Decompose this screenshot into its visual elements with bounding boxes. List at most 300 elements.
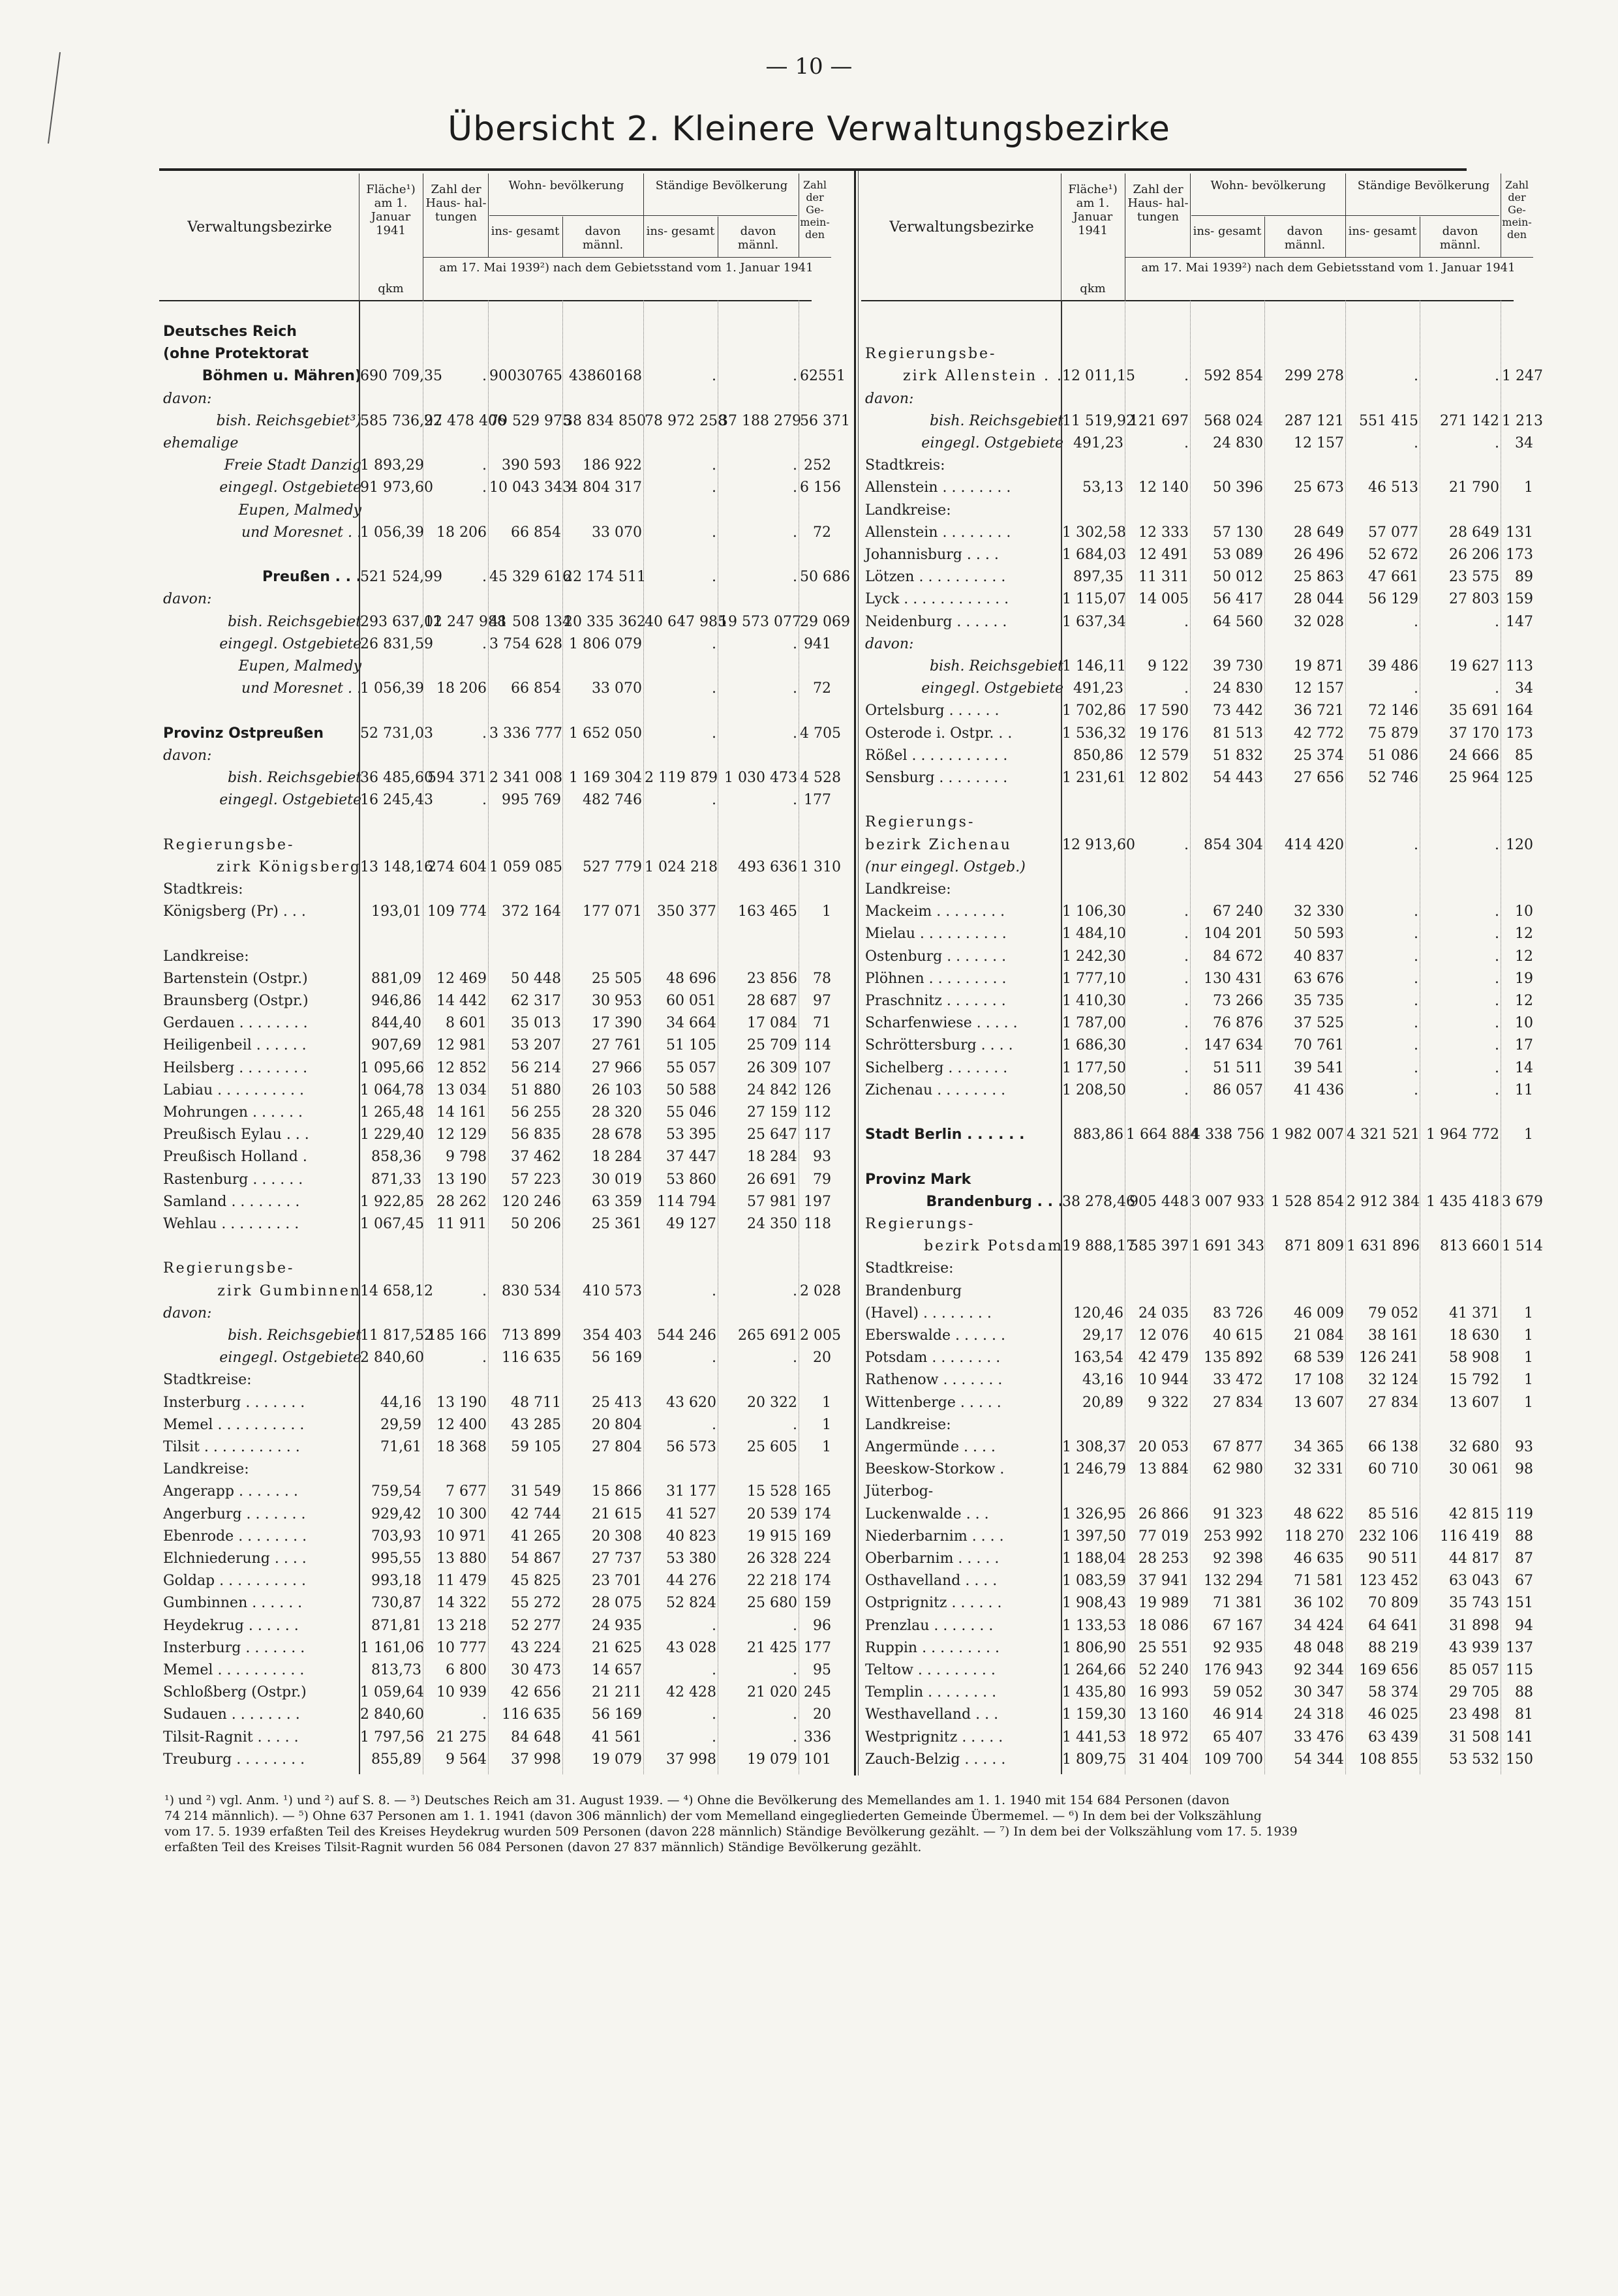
table-row: [861, 1012, 1534, 1035]
row-label: Landkreise:: [163, 948, 249, 965]
table-row: [861, 500, 1534, 522]
header-resident: Wohn- bevölkerung: [508, 179, 624, 192]
cell-s2: 44 817: [1449, 1550, 1499, 1567]
cell-h: 26 866: [1138, 1505, 1189, 1522]
cell-h: 185 166: [427, 1327, 487, 1344]
cell-s2: 29 705: [1449, 1684, 1499, 1701]
cell-s2: 31 508: [1449, 1729, 1499, 1745]
footnote-line: vom 17. 5. 1939 erfaßten Teil des Kreises Heydekrug wurden 509 Personen (davon 228 männlich) Ständige Bevölkerung gezählt. — ⁷) In dem bei der Volkszählung vom 17. 5. 1939: [164, 1824, 1298, 1839]
cell-w1: 995 769: [502, 792, 561, 809]
cell-w2: 24 318: [1294, 1706, 1344, 1723]
cell-z: 131: [1506, 524, 1533, 541]
cell-s2: .: [793, 1416, 797, 1433]
cell-s1: 55 057: [666, 1059, 716, 1076]
cell-z: 19: [1515, 970, 1533, 987]
cell-a: 1 684,03: [1062, 547, 1126, 563]
row-label: Zauch-Belzig . . . . .: [865, 1751, 1006, 1768]
cell-w2: 527 779: [583, 858, 642, 875]
cell-h: .: [1184, 926, 1189, 943]
row-label: Osthavelland . . . .: [865, 1573, 998, 1590]
cell-s2: 28 649: [1449, 524, 1499, 541]
row-label: Rastenburg . . . . . .: [163, 1171, 303, 1188]
cell-s2: .: [1495, 368, 1499, 385]
cell-s2: 25 709: [747, 1037, 797, 1054]
cell-w2: 1 169 304: [569, 770, 642, 786]
cell-w2: 15 866: [592, 1483, 642, 1500]
cell-s2: 19 573 077: [719, 613, 801, 630]
cell-w2: 25 361: [592, 1216, 642, 1232]
table-row: [159, 700, 832, 722]
cell-s1: 85 516: [1368, 1505, 1418, 1522]
cell-w2: 36 721: [1294, 702, 1344, 719]
row-label: Memel . . . . . . . . . .: [163, 1662, 305, 1678]
cell-h: 24 035: [1138, 1305, 1189, 1322]
cell-s2: .: [1495, 948, 1499, 965]
cell-w2: 17 390: [592, 1015, 642, 1032]
cell-h: 37 941: [1138, 1573, 1189, 1590]
table-row: [159, 656, 832, 678]
cell-s2: 35 743: [1449, 1595, 1499, 1612]
cell-z: 151: [1506, 1595, 1533, 1612]
cell-h: 10 939: [436, 1684, 487, 1701]
cell-s2: .: [793, 1662, 797, 1678]
row-label: Westprignitz . . . . .: [865, 1729, 1003, 1745]
cell-s1: .: [712, 479, 716, 496]
table-row: [159, 1481, 832, 1503]
cell-s2: 21 425: [747, 1639, 797, 1656]
cell-s1: 44 276: [666, 1573, 716, 1590]
cell-a: 1 809,75: [1062, 1751, 1126, 1768]
table-row: [159, 1057, 832, 1080]
cell-h: .: [1184, 993, 1189, 1009]
cell-h: 13 160: [1138, 1706, 1189, 1723]
cell-h: 28 253: [1138, 1550, 1189, 1567]
cell-h: 1 664 884: [1126, 1126, 1199, 1143]
cell-w1: 43 285: [511, 1416, 561, 1433]
cell-w1: 62 317: [511, 993, 561, 1009]
cell-s1: 50 588: [666, 1081, 716, 1098]
cell-w1: 2 341 008: [489, 770, 562, 786]
cell-w2: 33 476: [1294, 1729, 1344, 1745]
cell-z: 14: [1515, 1059, 1533, 1076]
cell-a: 883,86: [1073, 1126, 1123, 1143]
row-label: bish. Reichsgebiet: [227, 770, 361, 786]
table-row: [159, 321, 832, 343]
row-label: Landkreise:: [865, 502, 951, 519]
cell-s1: 551 415: [1359, 412, 1418, 429]
cell-a: 14 658,12: [360, 1282, 433, 1299]
cell-z: 141: [1506, 1729, 1533, 1745]
table-row: [159, 856, 841, 879]
row-label: Labiau . . . . . . . . . .: [163, 1081, 304, 1098]
table-row: [861, 1392, 1534, 1414]
cell-w2: 25 374: [1294, 747, 1344, 764]
table-row: [861, 1124, 1534, 1146]
cell-a: 907,69: [371, 1037, 421, 1054]
cell-z: 164: [1506, 702, 1533, 719]
cell-s1: 56 573: [666, 1439, 716, 1455]
cell-z: 95: [813, 1662, 831, 1678]
table-row: [159, 723, 841, 745]
cell-z: 72: [813, 524, 831, 541]
table-row: [159, 1303, 832, 1325]
header-permanent-male: davon männl.: [737, 224, 779, 252]
table-row: [861, 388, 1534, 410]
cell-z: 159: [1506, 591, 1533, 608]
cell-s1: .: [712, 1662, 716, 1678]
row-label: Preußisch Holland .: [163, 1149, 307, 1166]
cell-a: 1 188,04: [1062, 1550, 1126, 1567]
cell-h: 9 798: [446, 1149, 487, 1166]
cell-h: 17 590: [1138, 702, 1189, 719]
cell-w1: 42 656: [511, 1684, 561, 1701]
cell-z: 118: [804, 1216, 831, 1232]
table-header-left: [159, 174, 830, 301]
cell-s2: .: [793, 635, 797, 652]
cell-w2: 12 157: [1294, 435, 1344, 451]
cell-z: 177: [804, 1639, 831, 1656]
cell-h: 77 019: [1138, 1528, 1189, 1545]
row-label: Stadtkreis:: [865, 457, 945, 474]
cell-h: .: [482, 479, 487, 496]
cell-s2: .: [793, 569, 797, 586]
cell-s2: 24 666: [1449, 747, 1499, 764]
cell-a: 52 731,03: [360, 725, 433, 742]
cell-h: 12 981: [436, 1037, 487, 1054]
cell-w1: 116 635: [502, 1706, 561, 1723]
cell-s1: 52 824: [666, 1595, 716, 1612]
table-row: [159, 1235, 832, 1258]
row-label: Stadtkreis:: [163, 881, 243, 898]
cell-a: 1 536,32: [1062, 725, 1126, 742]
table-row: [861, 1169, 1534, 1191]
cell-s1: .: [712, 635, 716, 652]
cell-w1: 51 832: [1213, 747, 1263, 764]
table-row: [861, 1570, 1534, 1592]
cell-w1: 41 508 134: [489, 613, 572, 630]
cell-z: 120: [1506, 836, 1533, 853]
cell-z: 177: [804, 792, 831, 809]
row-label: Johannisburg . . . .: [865, 547, 999, 563]
table-row: [159, 1280, 841, 1303]
cell-a: 585 736,97: [360, 412, 442, 429]
cell-w1: 41 265: [511, 1528, 561, 1545]
cell-w2: 48 048: [1294, 1639, 1344, 1656]
row-label: davon:: [163, 1305, 212, 1322]
header-area-unit: qkm: [1080, 282, 1106, 295]
cell-z: 252: [804, 457, 831, 474]
cell-s2: .: [1495, 1015, 1499, 1032]
cell-w1: 86 057: [1213, 1081, 1263, 1098]
cell-w1: 90030765: [489, 368, 562, 385]
cell-s1: 43 028: [666, 1639, 716, 1656]
cell-z: 1: [822, 1394, 831, 1411]
cell-s1: 114 794: [657, 1193, 716, 1210]
cell-w2: 118 270: [1285, 1528, 1344, 1545]
cell-w1: 53 089: [1213, 547, 1263, 563]
cell-w2: 30 019: [592, 1171, 642, 1188]
cell-s1: .: [712, 524, 716, 541]
cell-z: 29 069: [800, 613, 850, 630]
cell-h: .: [482, 368, 487, 385]
cell-z: 62551: [800, 368, 846, 385]
cell-a: 1 702,86: [1062, 702, 1126, 719]
cell-w2: 20 804: [592, 1416, 642, 1433]
cell-z: 93: [813, 1149, 831, 1166]
table-row: [159, 1570, 832, 1592]
cell-w2: 17 108: [1294, 1372, 1344, 1389]
cell-s2: 35 691: [1449, 702, 1499, 719]
cell-h: 14 442: [436, 993, 487, 1009]
cell-s2: 53 532: [1449, 1751, 1499, 1768]
row-label: Regierungs-: [865, 1216, 975, 1232]
cell-a: 71,61: [380, 1439, 421, 1455]
cell-h: .: [1184, 903, 1189, 920]
table-row: [159, 1592, 832, 1614]
cell-w2: 25 863: [1294, 569, 1344, 586]
cell-w1: 52 277: [511, 1617, 561, 1634]
cell-s2: 19 079: [747, 1751, 797, 1768]
cell-s2: .: [793, 725, 797, 742]
cell-w1: 55 272: [511, 1595, 561, 1612]
cell-w1: 73 442: [1213, 702, 1263, 719]
table-row: [159, 1035, 832, 1057]
cell-w2: 25 673: [1294, 479, 1344, 496]
cell-z: 113: [1506, 658, 1533, 674]
row-label: davon:: [865, 390, 914, 407]
row-label: Zichenau . . . . . . . .: [865, 1081, 1006, 1098]
cell-s1: 57 077: [1368, 524, 1418, 541]
row-label: Preußisch Eylau . . .: [163, 1126, 309, 1143]
cell-s2: 23 575: [1449, 569, 1499, 586]
cell-w2: 39 541: [1294, 1059, 1344, 1076]
table-row: [159, 1325, 841, 1347]
table-row: [159, 343, 832, 365]
cell-w1: 67 167: [1213, 1617, 1263, 1634]
row-label: bish. Reichsgebiet: [929, 658, 1063, 674]
cell-a: 1 787,00: [1062, 1015, 1126, 1032]
cell-a: 946,86: [371, 993, 421, 1009]
row-label: bezirk Potsdam: [924, 1238, 1063, 1255]
cell-w1: 51 880: [511, 1081, 561, 1098]
row-label: Stadt Berlin . . . . . .: [865, 1126, 1025, 1143]
row-label: Angermünde . . . .: [865, 1439, 996, 1455]
footnotes: [164, 1792, 1469, 1855]
cell-a: 1 308,37: [1062, 1439, 1126, 1455]
cell-w1: 92 935: [1213, 1639, 1263, 1656]
cell-h: .: [1184, 1081, 1189, 1098]
table-row: [159, 968, 832, 990]
cell-z: 94: [1515, 1617, 1533, 1634]
row-label: Praschnitz . . . . . . .: [865, 993, 1006, 1009]
table-row: [861, 678, 1534, 700]
cell-s1: 126 241: [1359, 1350, 1418, 1367]
row-label: bish. Reichsgebiet: [929, 412, 1063, 429]
cell-w1: 10 043 343: [489, 479, 572, 496]
cell-h: 42 479: [1138, 1350, 1189, 1367]
cell-s2: 58 908: [1449, 1350, 1499, 1367]
cell-a: 1 246,79: [1062, 1461, 1126, 1478]
cell-s1: 1 024 218: [645, 858, 718, 875]
cell-h: 18 206: [436, 680, 487, 697]
cell-h: 19 989: [1138, 1595, 1189, 1612]
cell-z: 126: [804, 1081, 831, 1098]
cell-w2: 34 424: [1294, 1617, 1344, 1634]
cell-s2: .: [793, 680, 797, 697]
cell-a: 36 485,60: [360, 770, 433, 786]
cell-s2: 25 680: [747, 1595, 797, 1612]
cell-w2: 92 344: [1294, 1662, 1344, 1678]
row-label: zirk Allenstein . .: [903, 368, 1063, 385]
cell-s2: 41 371: [1449, 1305, 1499, 1322]
row-label: Lötzen . . . . . . . . . .: [865, 569, 1006, 586]
cell-w1: 57 223: [511, 1171, 561, 1188]
cell-a: 29,59: [380, 1416, 421, 1433]
cell-w2: 38 834 850: [564, 412, 646, 429]
cell-w1: 39 730: [1213, 658, 1263, 674]
cell-s1: 70 809: [1368, 1595, 1418, 1612]
cell-s1: .: [1414, 836, 1418, 853]
table-row: [861, 1704, 1534, 1726]
cell-z: 159: [804, 1595, 831, 1612]
cell-s2: 265 691: [738, 1327, 797, 1344]
cell-s2: 25 647: [747, 1126, 797, 1143]
row-label: Ebenrode . . . . . . . .: [163, 1528, 307, 1545]
cell-s1: .: [712, 1617, 716, 1634]
cell-a: 850,86: [1073, 747, 1123, 764]
table-row: [159, 500, 832, 522]
cell-z: 112: [804, 1104, 831, 1121]
cell-a: 844,40: [371, 1015, 421, 1032]
cell-w2: 25 413: [592, 1394, 642, 1411]
cell-w2: 14 657: [592, 1662, 642, 1678]
cell-s2: 15 528: [747, 1483, 797, 1500]
cell-s2: 57 981: [747, 1193, 797, 1210]
cell-a: 19 888,17: [1062, 1238, 1135, 1255]
row-label: Regierungsbe-: [163, 836, 295, 853]
table-row: [159, 1347, 832, 1369]
cell-s2: .: [793, 524, 797, 541]
cell-s1: 40 823: [666, 1528, 716, 1545]
header-households: Zahl der Haus- hal- tungen: [1127, 183, 1189, 224]
cell-w1: 83 726: [1213, 1305, 1263, 1322]
cell-s1: 51 086: [1368, 747, 1418, 764]
cell-s1: 75 879: [1368, 725, 1418, 742]
cell-w1: 1 059 085: [489, 858, 562, 875]
column-divider-thin: [858, 171, 859, 1775]
cell-h: .: [482, 1350, 487, 1367]
cell-s1: 53 380: [666, 1550, 716, 1567]
cell-a: 1 115,07: [1062, 591, 1126, 608]
cell-a: 1 893,29: [360, 457, 424, 474]
right-table: [861, 174, 1543, 1768]
cell-s1: .: [712, 569, 716, 586]
cell-z: 174: [804, 1505, 831, 1522]
row-label: Provinz Mark: [865, 1171, 971, 1188]
cell-z: 1: [1524, 479, 1533, 496]
cell-s2: 31 898: [1449, 1617, 1499, 1634]
table-row: [861, 1526, 1534, 1548]
cell-s2: .: [1495, 836, 1499, 853]
header-name: Verwaltungsbezirke: [187, 219, 332, 235]
row-label: Memel . . . . . . . . . .: [163, 1416, 305, 1433]
table-row: [159, 1124, 832, 1146]
cell-h: 13 884: [1138, 1461, 1189, 1478]
cell-a: 2 840,60: [360, 1350, 424, 1367]
cell-z: 81: [1515, 1706, 1533, 1723]
cell-s2: 19 627: [1449, 658, 1499, 674]
cell-w1: 104 201: [1204, 926, 1263, 943]
cell-s1: 49 127: [666, 1216, 716, 1232]
cell-h: 16 993: [1138, 1684, 1189, 1701]
table-row: [159, 432, 832, 455]
cell-s1: 60 710: [1368, 1461, 1418, 1478]
cell-h: .: [1184, 680, 1189, 697]
row-label: Rößel . . . . . . . . . . .: [865, 747, 1008, 764]
cell-h: .: [482, 1282, 487, 1299]
table-row: [861, 767, 1534, 789]
cell-s1: .: [1414, 1081, 1418, 1098]
row-label: Landkreise:: [865, 881, 951, 898]
cell-z: 173: [1506, 547, 1533, 563]
cell-w2: 20 335 362: [564, 613, 646, 630]
cell-a: 1 161,06: [360, 1639, 424, 1656]
cell-s1: 37 447: [666, 1149, 716, 1166]
cell-a: 43,16: [1082, 1372, 1123, 1389]
cell-w1: 40 615: [1213, 1327, 1263, 1344]
cell-s2: 23 498: [1449, 1706, 1499, 1723]
cell-w1: 56 835: [511, 1126, 561, 1143]
cell-s2: 15 792: [1449, 1372, 1499, 1389]
cell-s2: 813 660: [1440, 1238, 1499, 1255]
row-label: Mackeim . . . . . . . .: [865, 903, 1005, 920]
cell-z: 1: [1524, 1394, 1533, 1411]
cell-h: 6 800: [446, 1662, 487, 1678]
cell-s2: 19 915: [747, 1528, 797, 1545]
cell-s1: 46 025: [1368, 1706, 1418, 1723]
cell-z: 1: [822, 1439, 831, 1455]
cell-a: 26 831,59: [360, 635, 433, 652]
row-label: Goldap . . . . . . . . . .: [163, 1573, 307, 1590]
cell-s1: .: [1414, 948, 1418, 965]
cell-s1: 39 486: [1368, 658, 1418, 674]
table-row: [861, 365, 1543, 387]
row-label: eingegl. Ostgebiete: [219, 1350, 361, 1367]
cell-z: 1 514: [1502, 1238, 1543, 1255]
row-label: Königsberg (Pr) . . .: [163, 903, 306, 920]
row-label: Ruppin . . . . . . . . .: [865, 1639, 1000, 1656]
cell-w2: 177 071: [583, 903, 642, 920]
row-label: Angerburg . . . . . . .: [163, 1505, 306, 1522]
header-area: Fläche¹) am 1. Januar 1941: [366, 183, 416, 237]
row-label: Angerapp . . . . . . .: [163, 1483, 298, 1500]
cell-h: .: [482, 569, 487, 586]
cell-w1: 33 472: [1213, 1372, 1263, 1389]
row-label: Oberbarnim . . . . .: [865, 1550, 1000, 1567]
table-row: [861, 343, 1534, 365]
cell-a: 995,55: [371, 1550, 421, 1567]
cell-a: 1 133,53: [1062, 1617, 1126, 1634]
table-row: [861, 321, 1534, 343]
cell-s2: 22 218: [747, 1573, 797, 1590]
row-label: Regierungsbe-: [865, 346, 997, 363]
cell-w1: 51 511: [1213, 1059, 1263, 1076]
cell-s1: 90 511: [1368, 1550, 1418, 1567]
cell-s1: 55 046: [666, 1104, 716, 1121]
cell-w2: 414 420: [1285, 836, 1344, 853]
row-label: Samland . . . . . . . .: [163, 1193, 300, 1210]
cell-a: 53,13: [1082, 479, 1123, 496]
